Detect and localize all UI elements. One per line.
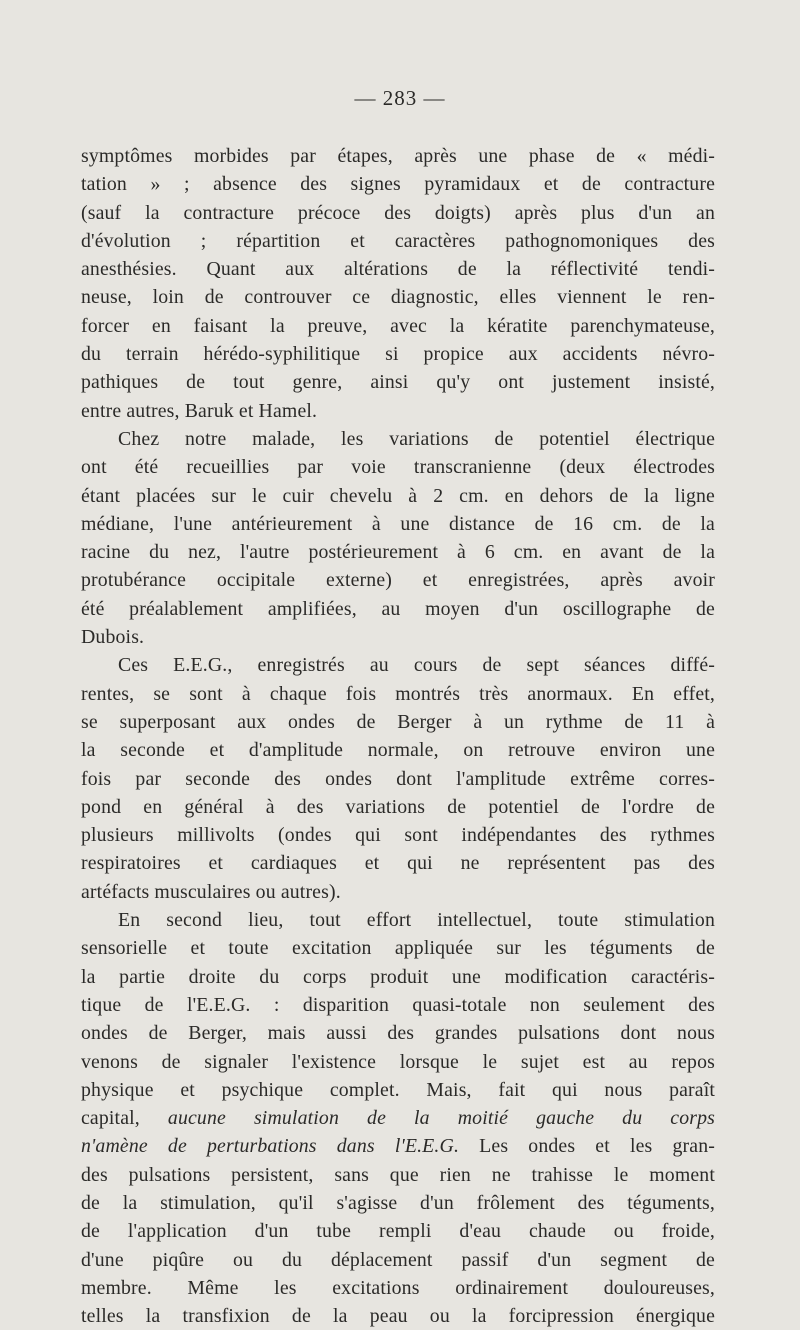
text-line: Chez notre malade, les variations de potentiel électrique — [118, 427, 715, 450]
text-line: étant placées sur le cuir chevelu à 2 cm. en dehors de la ligne — [81, 484, 715, 507]
text-line: des pulsations persistent, sans que rien ne trahisse le moment — [81, 1163, 715, 1186]
text-line-with-italic — [81, 1132, 715, 1160]
text-line: pathiques de tout genre, ainsi qu'y ont justement insisté, — [81, 371, 715, 394]
text-line: tique de l'E.E.G. : disparition quasi-totale non seulement des — [81, 993, 715, 1016]
text-line: telles la transfixion de la peau ou la forcipression énergique — [81, 1305, 715, 1328]
italic-emphasis: n'amène de perturbations dans l'E.E.G. — [81, 1135, 460, 1158]
text-line: du terrain hérédo-syphilitique si propice aux accidents névro- — [81, 343, 715, 366]
text-line: Ces E.E.G., enregistrés au cours de sept séances diffé- — [118, 654, 715, 677]
page-number: — 283 — — [354, 86, 446, 110]
paragraph-2 — [81, 425, 715, 651]
text-line: En second lieu, tout effort intellectuel, toute stimulation — [118, 909, 715, 932]
text-line: artéfacts musculaires ou autres). — [81, 880, 341, 903]
text-line: d'évolution ; répartition et caractères pathognomoniques des — [81, 229, 715, 252]
text-line: se superposant aux ondes de Berger à un rythme de 11 à — [81, 710, 715, 733]
text-line: (sauf la contracture précoce des doigts) après plus d'un an — [81, 201, 715, 224]
paragraph-1 — [81, 142, 715, 425]
text-segment: Les ondes et les gran- — [459, 1135, 715, 1158]
text-line: respiratoires et cardiaques et qui ne représentent pas des — [81, 852, 715, 875]
text-line: tation » ; absence des signes pyramidaux et de contracture — [81, 173, 715, 196]
text-line: de la stimulation, qu'il s'agisse d'un frôlement des téguments, — [81, 1191, 715, 1214]
text-line: Dubois. — [81, 626, 145, 649]
text-line: de l'application d'un tube rempli d'eau chaude ou froide, — [81, 1220, 715, 1243]
paragraph-3 — [81, 651, 715, 906]
text-line-with-italic — [81, 1104, 715, 1132]
text-line: membre. Même les excitations ordinairement douloureuses, — [81, 1276, 715, 1299]
text-line: fois par seconde des ondes dont l'amplitude extrême corres- — [81, 767, 715, 790]
text-segment: capital, — [81, 1107, 168, 1130]
text-line: venons de signaler l'existence lorsque le sujet est au repos — [81, 1050, 715, 1073]
text-line: ondes de Berger, mais aussi des grandes pulsations dont nous — [81, 1022, 715, 1045]
text-line: la seconde et d'amplitude normale, on retrouve environ une — [81, 739, 715, 762]
text-line: neuse, loin de controuver ce diagnostic, elles viennent le ren- — [81, 286, 715, 309]
body-text — [81, 142, 715, 1330]
text-line: pond en général à des variations de potentiel de l'ordre de — [81, 795, 715, 818]
text-line: plusieurs millivolts (ondes qui sont indépendantes des rythmes — [81, 824, 715, 847]
text-line: sensorielle et toute excitation appliquée sur les téguments de — [81, 937, 715, 960]
text-line: d'une piqûre ou du déplacement passif d'un segment de — [81, 1248, 715, 1271]
text-line: symptômes morbides par étapes, après une phase de « médi- — [81, 145, 715, 167]
italic-emphasis: aucune simulation de la moitié gauche du corps — [167, 1107, 715, 1130]
text-line: la partie droite du corps produit une modification caractéris- — [81, 965, 715, 988]
text-line: protubérance occipitale externe) et enregistrées, après avoir — [81, 569, 715, 592]
text-line: forcer en faisant la preuve, avec la kératite parenchymateuse, — [81, 314, 715, 337]
text-line: été préalablement amplifiées, au moyen d'un oscillographe de — [81, 597, 715, 620]
text-line: anesthésies. Quant aux altérations de la réflectivité tendi- — [81, 258, 715, 281]
text-line: entre autres, Baruk et Hamel. — [81, 399, 318, 422]
paragraph-4 — [81, 906, 715, 1330]
text-line: médiane, l'une antérieurement à une distance de 16 cm. de la — [81, 512, 715, 535]
text-line: ont été recueillies par voie transcranienne (deux électrodes — [81, 456, 715, 479]
text-line: physique et psychique complet. Mais, fait qui nous paraît — [81, 1078, 715, 1101]
text-line: racine du nez, l'autre postérieurement à 6 cm. en avant de la — [81, 541, 715, 564]
text-line: rentes, se sont à chaque fois montrés très anormaux. En effet, — [81, 682, 715, 705]
